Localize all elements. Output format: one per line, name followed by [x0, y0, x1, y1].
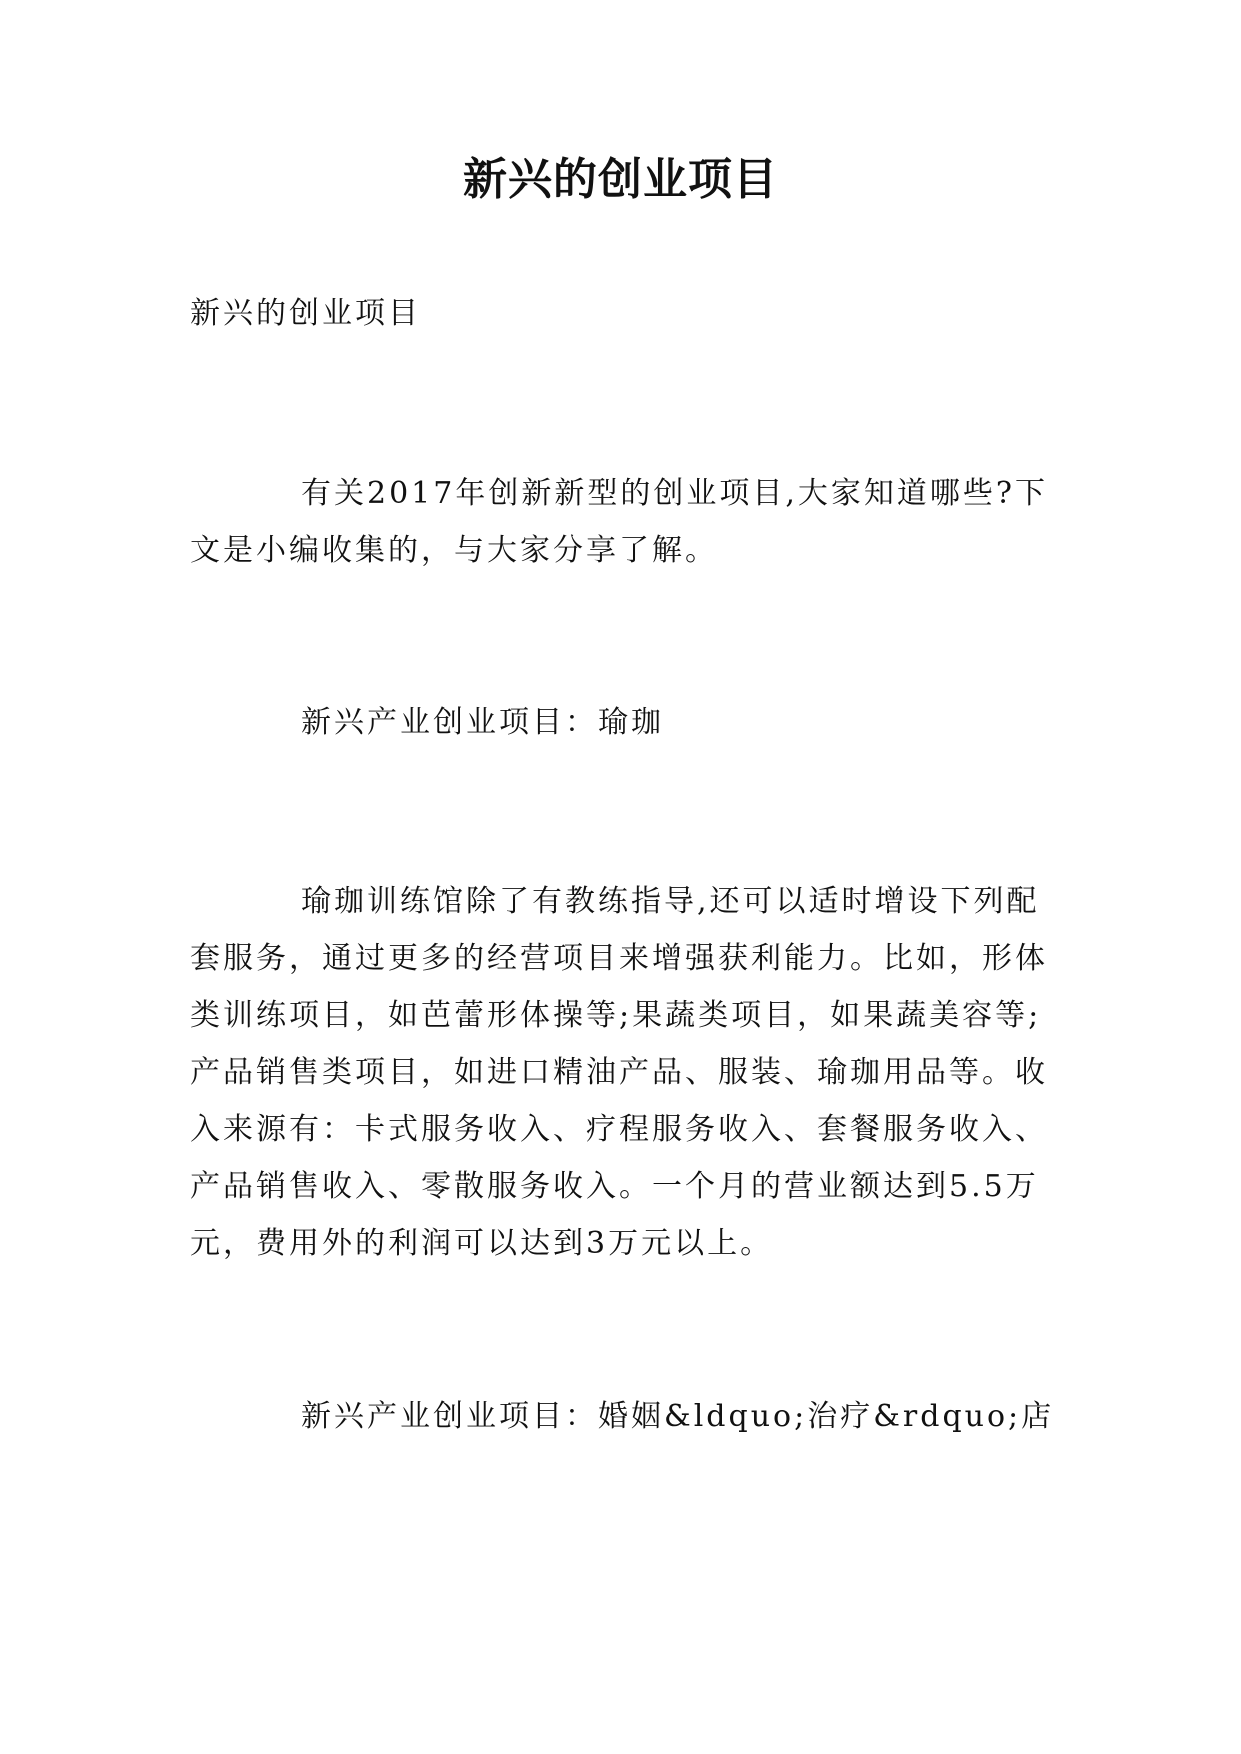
document-title: 新兴的创业项目 [463, 154, 778, 205]
document-subtitle: 新兴的创业项目 [190, 296, 421, 331]
intro-paragraph: 有关2017年创新新型的创业项目,大家知道哪些?下文是小编收集的，与大家分享了解。 [190, 476, 1048, 568]
section-heading-marriage-store: 新兴产业创业项目：婚姻&ldquo;治疗&rdquo;店 [301, 1399, 1055, 1434]
section-heading-yoga: 新兴产业创业项目：瑜珈 [301, 705, 664, 740]
section-body-yoga: 瑜珈训练馆除了有教练指导,还可以适时增设下列配套服务，通过更多的经营项目来增强获利能力。比如，形体类训练项目，如芭蕾形体操等;果蔬类项目，如果蔬美容等;产品销售类项目，如进口精油产品、服装、瑜珈用品等。收入来源有：卡式服务收入、疗程服务收入、套餐服务收入、产品销售收入、零散服务收入。一个月的营业额达到5.5万元，费用外的利润可以达到3万元以上。 [190, 884, 1048, 1261]
